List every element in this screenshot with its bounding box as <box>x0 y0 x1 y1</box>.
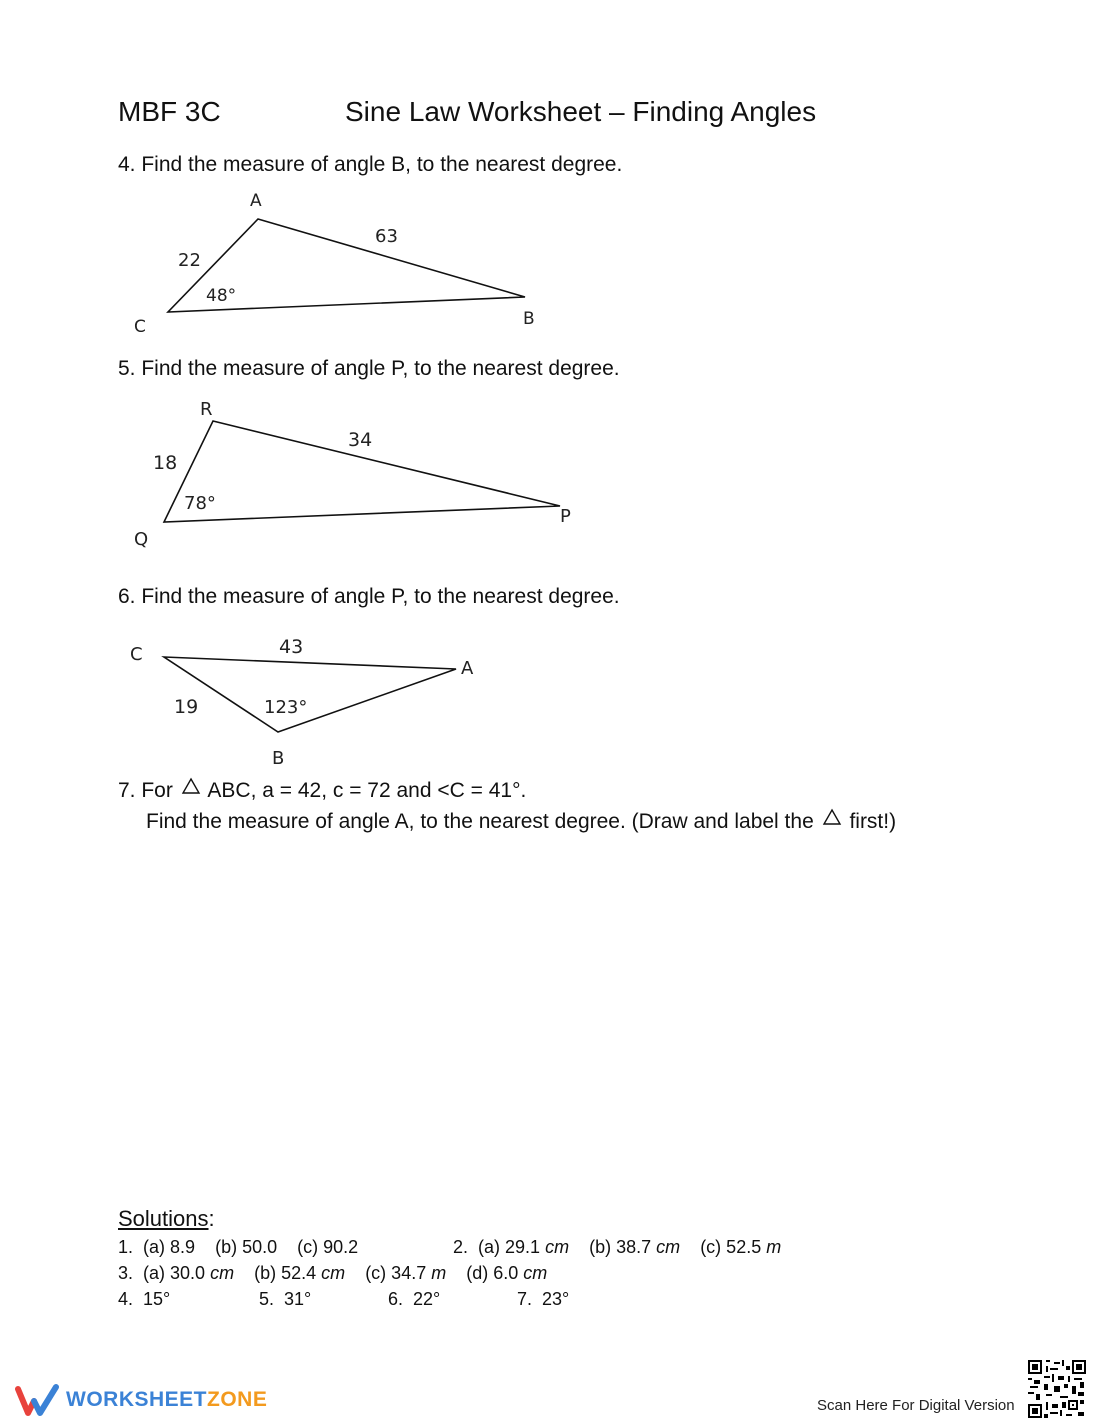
question-7-line-1 <box>118 777 526 803</box>
vertex-b-label: B <box>523 309 535 329</box>
side-ab-label: 63 <box>375 226 398 247</box>
worksheetzone-logo-icon <box>16 1383 62 1417</box>
worksheet-title: Sine Law Worksheet – Finding Angles <box>345 96 817 127</box>
vertex-c-label-2: C <box>130 644 143 665</box>
side-ca-label: 43 <box>279 636 304 658</box>
qr-code-icon[interactable] <box>1028 1360 1086 1418</box>
course-code: MBF 3C <box>118 96 221 127</box>
solution-3: 3. (a) 30.0 cm (b) 52.4 cm (c) 34.7 m (d) 6.0 cm <box>118 1263 548 1283</box>
question-7-task: Find the measure of angle A, to the nearest degree. (Draw and label the <box>146 810 814 833</box>
vertex-r-label: R <box>200 399 213 420</box>
vertex-a-label-2: A <box>461 658 474 679</box>
triangle-icon <box>181 777 201 795</box>
question-7-given: ABC, a = 42, c = 72 and <C = 41°. <box>207 779 527 802</box>
vertex-a-label: A <box>250 191 262 211</box>
solution-6: 6. 22° <box>388 1289 441 1309</box>
solution-5: 5. 31° <box>259 1289 312 1309</box>
question-7-prefix: 7. For <box>118 779 173 802</box>
triangle-rpq-figure <box>120 392 600 552</box>
question-7-task-end: first!) <box>849 810 897 833</box>
angle-b-label: 123° <box>264 697 308 718</box>
solution-2: 2. (a) 29.1 cm (b) 38.7 cm (c) 52.5 m <box>453 1237 782 1257</box>
vertex-p-label: P <box>560 506 571 527</box>
triangle-cab-figure <box>120 630 500 770</box>
solution-1: 1. (a) 8.9 (b) 50.0 (c) 90.2 <box>118 1237 359 1257</box>
triangle-icon <box>822 808 842 826</box>
worksheetzone-brand[interactable]: WORKSHEETZONE <box>66 1388 268 1411</box>
vertex-b-label-2: B <box>272 748 285 769</box>
question-4: 4. Find the measure of angle B, to the nearest degree. <box>118 153 623 176</box>
angle-q-label: 78° <box>184 493 216 514</box>
question-6: 6. Find the measure of angle P, to the nearest degree. <box>118 585 620 608</box>
question-5: 5. Find the measure of angle P, to the nearest degree. <box>118 357 620 380</box>
side-rq-label: 18 <box>153 452 178 474</box>
question-7-line-2 <box>146 808 896 834</box>
scan-text: Scan Here For Digital Version <box>817 1397 1015 1414</box>
side-ac-label: 22 <box>178 250 201 271</box>
side-cb-label: 19 <box>174 696 199 718</box>
solution-4: 4. 15° <box>118 1289 171 1309</box>
vertex-c-label: C <box>134 317 146 337</box>
angle-c-label: 48° <box>206 286 237 306</box>
solution-7: 7. 23° <box>517 1289 570 1309</box>
triangle-cab <box>164 657 456 732</box>
side-rp-label: 34 <box>348 429 373 451</box>
vertex-q-label: Q <box>134 529 149 550</box>
triangle-abc-figure <box>120 186 560 336</box>
solutions-heading: Solutions: <box>118 1206 215 1231</box>
